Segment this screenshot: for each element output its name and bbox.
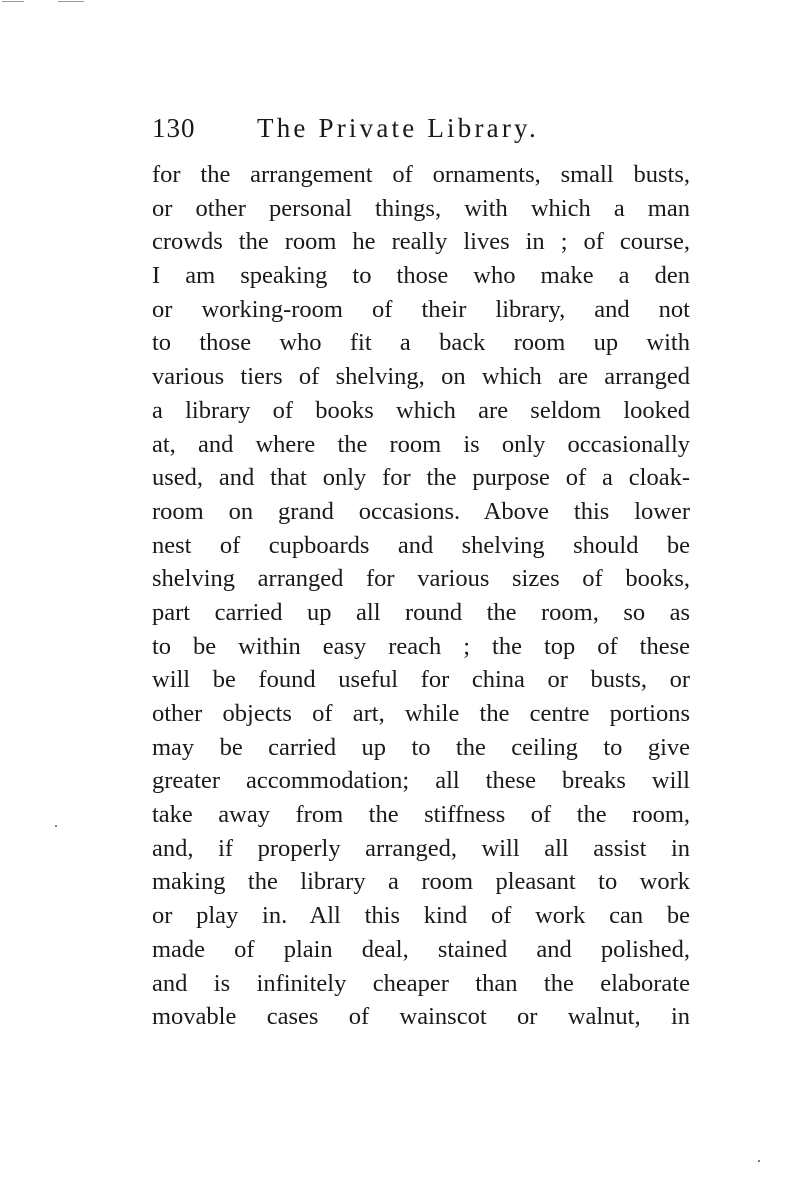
text-line: take away from the stiffness of the room, — [152, 801, 690, 829]
text-line: movable cases of wainscot or walnut, in — [152, 1003, 690, 1031]
text-line: room on grand occasions. Above this lower — [152, 497, 690, 525]
text-line: and is infinitely cheaper than the elaborate — [152, 969, 690, 997]
text-line: will be found useful for china or busts, or — [152, 666, 690, 694]
text-line: at, and where the room is only occasionally — [152, 430, 690, 458]
body-text — [152, 158, 690, 1034]
text-line: or other personal things, with which a man — [152, 194, 690, 222]
text-line: for the arrangement of ornaments, small busts, — [152, 161, 690, 188]
text-line: used, and that only for the purpose of a cloak- — [152, 464, 690, 492]
text-line: a library of books which are seldom looked — [152, 396, 690, 424]
text-line: shelving arranged for various sizes of books, — [152, 565, 690, 593]
paper-speck — [55, 825, 57, 827]
text-line: and, if properly arranged, will all assist in — [152, 834, 690, 862]
page-number: 130 — [152, 113, 196, 143]
text-line: greater accommodation; all these breaks will — [152, 767, 690, 795]
text-line: to be within easy reach ; the top of these — [152, 632, 690, 660]
text-line: various tiers of shelving, on which are arranged — [152, 363, 690, 391]
running-head — [152, 110, 692, 146]
text-line: crowds the room he really lives in ; of course, — [152, 228, 690, 256]
paper-speck — [758, 1160, 760, 1162]
running-title: The Private Library. — [257, 113, 539, 143]
text-line: I am speaking to those who make a den — [152, 262, 690, 290]
text-line: or play in. All this kind of work can be — [152, 902, 690, 930]
scan-edge-mark — [0, 0, 90, 4]
text-line: or working-room of their library, and not — [152, 295, 690, 323]
text-line: part carried up all round the room, so as — [152, 598, 690, 626]
text-line: to those who fit a back room up with — [152, 329, 690, 357]
text-line: other objects of art, while the centre portions — [152, 700, 690, 727]
text-line: making the library a room pleasant to work — [152, 868, 690, 896]
text-line: nest of cupboards and shelving should be — [152, 531, 690, 559]
text-line: may be carried up to the ceiling to give — [152, 733, 690, 761]
text-line: made of plain deal, stained and polished, — [152, 935, 690, 963]
